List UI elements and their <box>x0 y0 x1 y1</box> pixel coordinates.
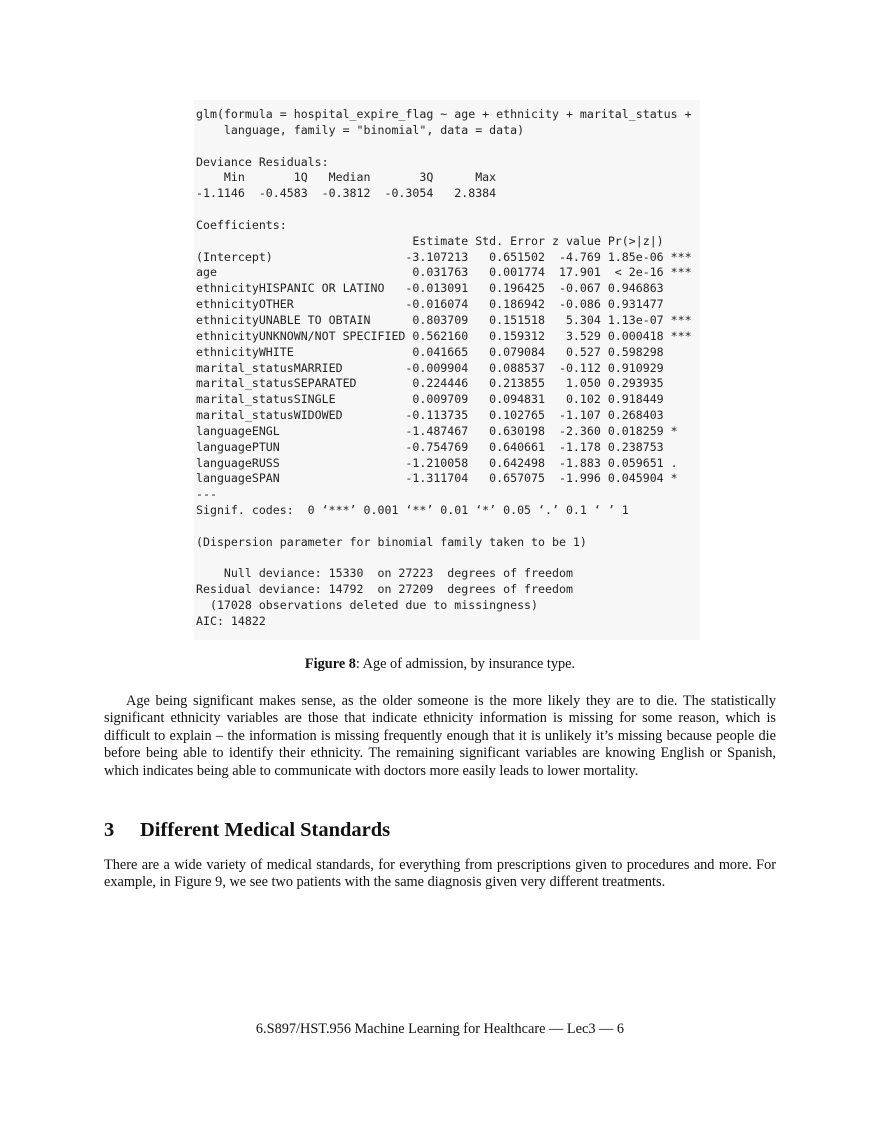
code-line: Min 1Q Median 3Q Max <box>196 170 497 185</box>
regression-output <box>196 107 692 630</box>
code-line: languageRUSS -1.210058 0.642498 -1.883 0.059651 . <box>196 455 678 470</box>
code-line: language, family = "binomial", data = data) <box>196 122 525 137</box>
section-title: Different Medical Standards <box>140 819 391 841</box>
paragraph-significance: Age being significant makes sense, as the older someone is the more likely they are to die. The statistically significant ethnicity variables are those that indicate ethnicity information is missing for some reason, which is difficult to explain – the information is missing frequently enough that it is unlikely it’s missing because people die before being able to identify their ethnicity. The remaining significant variables are knowing English or Spanish, which indicates being able to communicate with doctors more easily leads to lower mortality. <box>104 693 776 779</box>
code-line: (Intercept) -3.107213 0.651502 -4.769 1.85e-06 *** <box>196 249 692 264</box>
code-line: -1.1146 -0.4583 -0.3812 -0.3054 2.8384 <box>196 186 497 201</box>
page-footer: 6.S897/HST.956 Machine Learning for Healthcare — Lec3 — 6 <box>255 1021 625 1037</box>
code-line: ethnicityUNABLE TO OBTAIN 0.803709 0.151518 5.304 1.13e-07 *** <box>196 312 692 327</box>
code-line: (Dispersion parameter for binomial family taken to be 1) <box>196 534 587 549</box>
section-heading <box>104 819 390 842</box>
code-line: ethnicityWHITE 0.041665 0.079084 0.527 0.598298 <box>196 344 664 359</box>
code-line: Deviance Residuals: <box>196 154 329 169</box>
code-line: ethnicityOTHER -0.016074 0.186942 -0.086 0.931477 <box>196 297 664 312</box>
code-line: Residual deviance: 14792 on 27209 degrees of freedom <box>196 582 573 597</box>
code-line: languagePTUN -0.754769 0.640661 -1.178 0.238753 <box>196 439 664 454</box>
code-line: AIC: 14822 <box>196 614 266 628</box>
code-line <box>196 139 692 155</box>
code-line <box>196 551 692 567</box>
code-line: Estimate Std. Error z value Pr(>|z|) <box>196 233 664 248</box>
code-line: marital_statusSEPARATED 0.224446 0.213855 1.050 0.293935 <box>196 376 664 391</box>
figure-caption-text: : Age of admission, by insurance type. <box>355 656 576 672</box>
code-line: Null deviance: 15330 on 27223 degrees of freedom <box>196 566 573 581</box>
code-line: (17028 observations deleted due to missingness) <box>196 598 539 613</box>
code-line: age 0.031763 0.001774 17.901 < 2e-16 *** <box>196 265 692 280</box>
code-line: languageSPAN -1.311704 0.657075 -1.996 0.045904 * <box>196 471 678 486</box>
code-line: marital_statusWIDOWED -0.113735 0.102765 -1.107 0.268403 <box>196 408 664 423</box>
figure-caption-label: Figure 8 <box>304 656 356 672</box>
section-number: 3 <box>104 819 115 841</box>
code-line: languageENGL -1.487467 0.630198 -2.360 0.018259 * <box>196 423 678 438</box>
figure-caption <box>0 656 880 673</box>
code-line: marital_statusSINGLE 0.009709 0.094831 0.102 0.918449 <box>196 392 664 407</box>
code-line <box>196 202 692 218</box>
code-line: glm(formula = hospital_expire_flag ~ age + ethnicity + marital_status + <box>196 107 692 121</box>
code-line: Coefficients: <box>196 217 287 232</box>
code-line: Signif. codes: 0 ‘***’ 0.001 ‘**’ 0.01 ‘*’ 0.05 ‘.’ 0.1 ‘ ’ 1 <box>196 503 629 518</box>
code-line <box>196 519 692 535</box>
code-line: ethnicityHISPANIC OR LATINO -0.013091 0.196425 -0.067 0.946863 <box>196 281 664 296</box>
code-line: marital_statusMARRIED -0.009904 0.088537 -0.112 0.910929 <box>196 360 664 375</box>
code-line: ethnicityUNKNOWN/NOT SPECIFIED 0.562160 0.159312 3.529 0.000418 *** <box>196 328 692 343</box>
code-line: --- <box>196 487 217 502</box>
paragraph-medical-standards: There are a wide variety of medical standards, for everything from prescriptions given to procedures and more. For example, in Figure 9, we see two patients with the same diagnosis given very different treatments. <box>104 857 776 891</box>
